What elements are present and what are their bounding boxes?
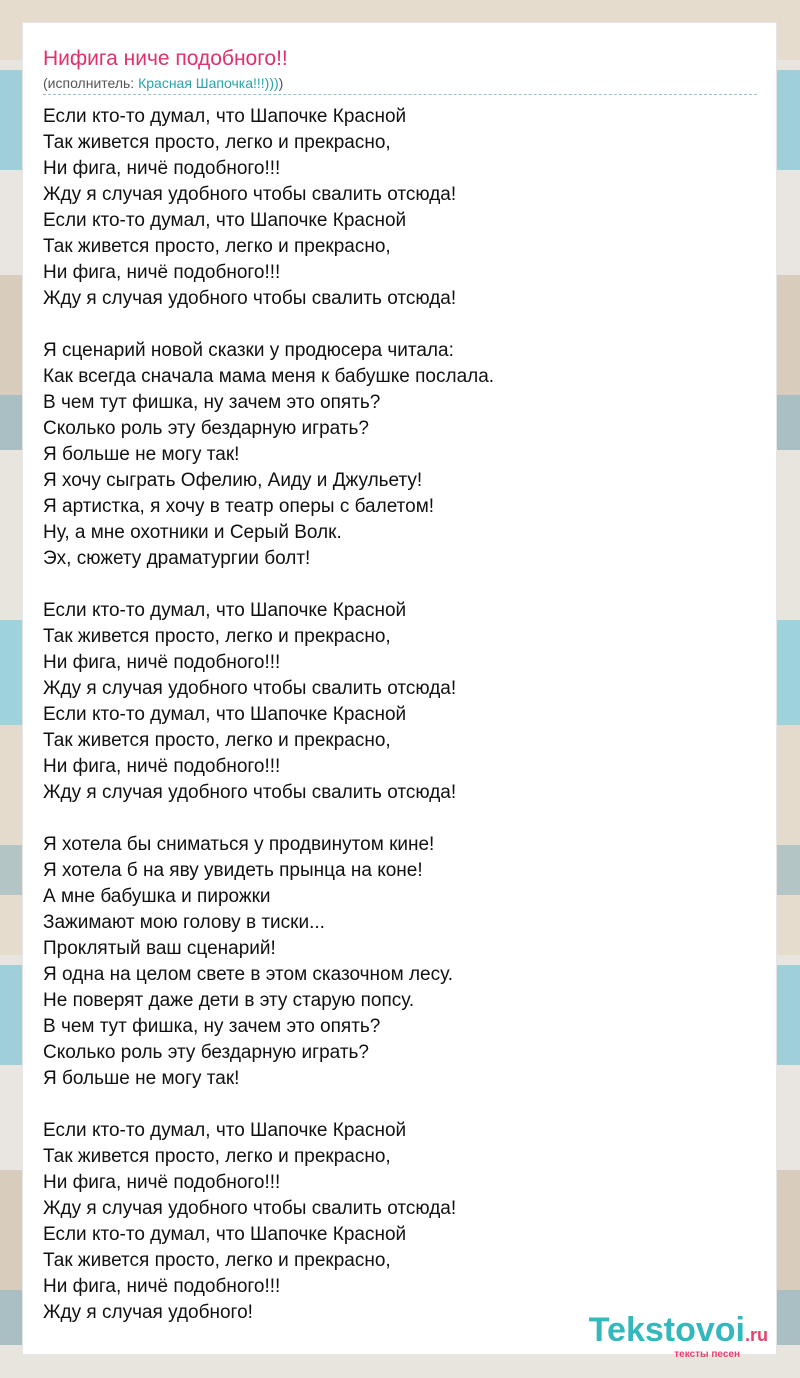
lyric-line: Проклятый ваш сценарий!	[43, 938, 276, 959]
lyric-line: Ни фига, ничё подобного!!!	[43, 1172, 281, 1193]
lyric-line: Жду я случая удобного чтобы свалить отсюда!	[43, 288, 457, 309]
lyrics-card	[22, 22, 777, 1360]
lyric-line: Я хотела б на яву увидеть прынца на коне!	[43, 860, 423, 881]
lyric-line: Сколько роль эту бездарную играть?	[43, 1042, 369, 1063]
lyric-line: Если кто-то думал, что Шапочке Красной	[43, 600, 407, 621]
lyric-line: Так живется просто, легко и прекрасно,	[43, 236, 391, 257]
lyric-line: Ни фига, ничё подобного!!!	[43, 652, 281, 673]
lyric-line: Так живется просто, легко и прекрасно,	[43, 1146, 391, 1167]
lyric-line: Ни фига, ничё подобного!!!	[43, 262, 281, 283]
artist-suffix: )	[278, 75, 284, 91]
lyric-line: Зажимают мою голову в тиски...	[43, 912, 325, 933]
stanza-break	[43, 1092, 494, 1118]
lyric-line: Я сценарий новой сказки у продюсера читала:	[43, 340, 454, 361]
lyric-line: Жду я случая удобного чтобы свалить отсюда!	[43, 1198, 457, 1219]
lyric-line: Я хотела бы сниматься у продвинутом кине!	[43, 834, 435, 855]
lyric-line: Так живется просто, легко и прекрасно,	[43, 132, 391, 153]
stanza-break	[43, 806, 494, 832]
lyric-line: Как всегда сначала мама меня к бабушке послала.	[43, 366, 495, 387]
lyric-line: Сколько роль эту бездарную играть?	[43, 418, 369, 439]
lyric-line: Так живется просто, легко и прекрасно,	[43, 730, 391, 751]
lyric-line: Если кто-то думал, что Шапочке Красной	[43, 210, 407, 231]
lyric-line: Я одна на целом свете в этом сказочном лесу.	[43, 964, 453, 985]
title-divider	[43, 94, 757, 95]
lyric-line: Если кто-то думал, что Шапочке Красной	[43, 106, 407, 127]
lyric-line: Ни фига, ничё подобного!!!	[43, 756, 281, 777]
song-title: Нифига ниче подобного!!	[43, 47, 288, 70]
lyric-line: Жду я случая удобного чтобы свалить отсюда!	[43, 678, 457, 699]
lyric-line: Ни фига, ничё подобного!!!	[43, 158, 281, 179]
lyric-line: Так живется просто, легко и прекрасно,	[43, 1250, 391, 1271]
logo-wordmark: Tekstovoi	[588, 1311, 745, 1349]
lyric-line: Жду я случая удобного чтобы свалить отсюда!	[43, 184, 457, 205]
lyric-line: Так живется просто, легко и прекрасно,	[43, 626, 391, 647]
lyric-line: Я больше не могу так!	[43, 1068, 240, 1089]
lyric-line: В чем тут фишка, ну зачем это опять?	[43, 1016, 381, 1037]
lyric-line: В чем тут фишка, ну зачем это опять?	[43, 392, 381, 413]
lyric-line: Ну, а мне охотники и Серый Волк.	[43, 522, 342, 543]
lyric-line: Я хочу сыграть Офелию, Аиду и Джульету!	[43, 470, 423, 491]
logo-tld: .ru	[744, 1325, 768, 1345]
lyrics-text	[43, 104, 494, 1326]
lyric-line: Жду я случая удобного чтобы свалить отсюда!	[43, 782, 457, 803]
artist-link[interactable]: Красная Шапочка!!!)))	[138, 75, 279, 91]
stanza-break	[43, 312, 494, 338]
lyric-line: Если кто-то думал, что Шапочке Красной	[43, 704, 407, 725]
lyric-line: Эх, сюжету драматургии болт!	[43, 548, 311, 569]
lyric-line: Я артистка, я хочу в театр оперы с балетом!	[43, 496, 435, 517]
lyric-line: Жду я случая удобного!	[43, 1302, 253, 1323]
logo-tagline: тексты песен	[674, 1349, 740, 1360]
lyric-line: Если кто-то думал, что Шапочке Красной	[43, 1120, 407, 1141]
lyric-line: А мне бабушка и пирожки	[43, 886, 271, 907]
artist-prefix: (исполнитель:	[43, 75, 139, 91]
stanza-break	[43, 572, 494, 598]
lyric-line: Не поверят даже дети в эту старую попсу.	[43, 990, 415, 1011]
artist-line	[43, 74, 283, 92]
lyric-line: Если кто-то думал, что Шапочке Красной	[43, 1224, 407, 1245]
site-logo[interactable]	[589, 1313, 768, 1360]
lyric-line: Ни фига, ничё подобного!!!	[43, 1276, 281, 1297]
lyric-line: Я больше не могу так!	[43, 444, 240, 465]
